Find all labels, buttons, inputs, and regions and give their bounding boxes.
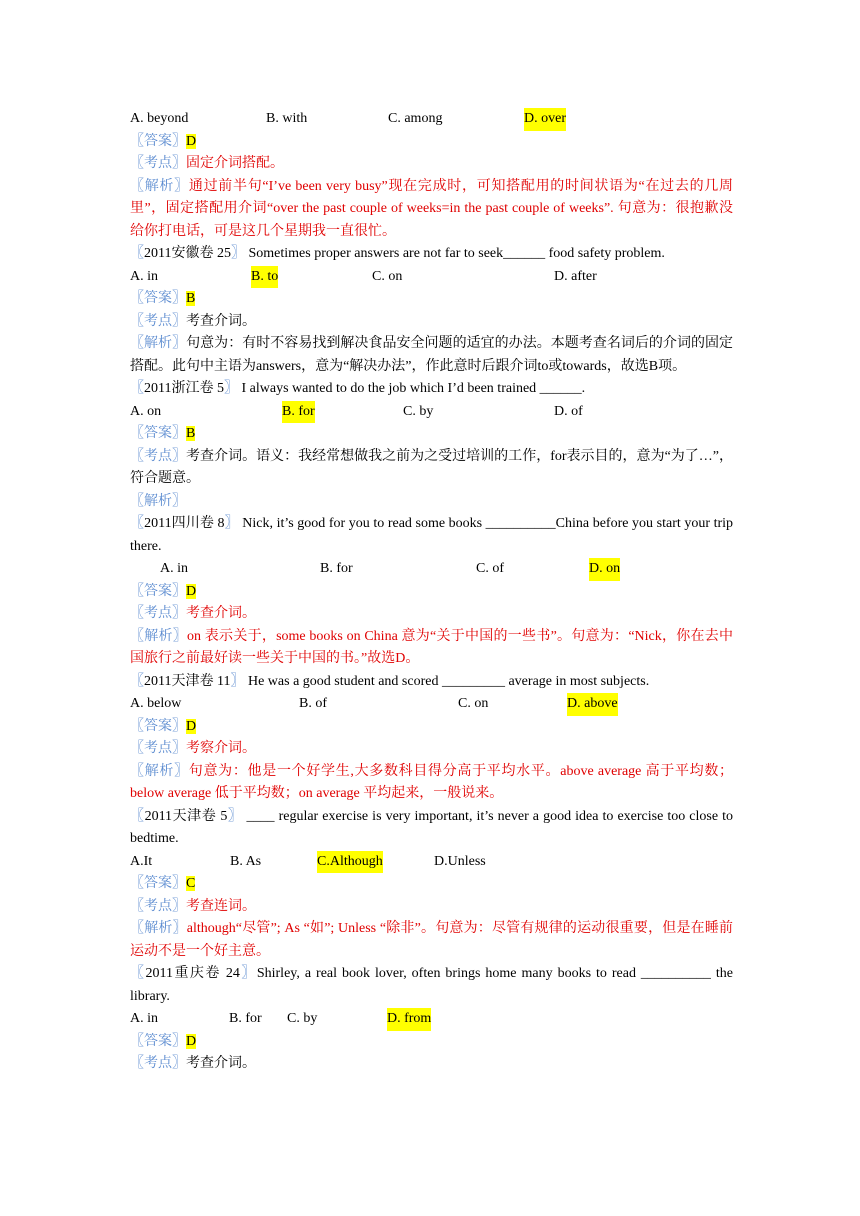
option-a: A. in xyxy=(160,561,188,576)
jiexi-label: 解析 xyxy=(144,336,173,351)
question-text: ____ regular exercise is very important, it’s never a good idea to exercise too close to bedtime. xyxy=(130,808,734,846)
answer-value: C xyxy=(186,876,196,891)
jiexi-line: 〖解析〗 xyxy=(130,493,186,509)
option-b: B. for xyxy=(320,561,353,576)
option-b: B. for xyxy=(229,1011,262,1026)
answer-value: D xyxy=(186,718,197,734)
option-d-correct: D. from xyxy=(387,1008,431,1031)
kaodian-label: 考点 xyxy=(144,741,172,756)
kaodian-text: 考查介词。 xyxy=(186,313,256,329)
answer-value: D xyxy=(186,1033,197,1049)
option-c: C. by xyxy=(287,1011,318,1026)
question-source: 2011重庆卷 24 xyxy=(145,966,240,981)
jiexi-line: 〖解析〗句意为：有时不容易找到解决食品安全问题的适宜的办法。本题考查名词后的介词的固定搭配。此句中主语为answers，意为“解决办法”，作此意时后跟介词to或towards，故选B项。 xyxy=(130,336,734,374)
kaodian-label: 考点 xyxy=(144,448,173,464)
answer-line: 〖答案〗B xyxy=(130,426,196,441)
answer-value: D xyxy=(186,583,197,599)
jiexi-line: 〖解析〗although“尽管”; As “如”; Unless “除非”。句意为：尽管有规律的运动很重要，但是在睡前运动不是一个好主意。 xyxy=(130,921,734,959)
jiexi-label: 解析 xyxy=(144,921,173,936)
option-c: C. of xyxy=(476,561,504,576)
answer-line: 〖答案〗B xyxy=(130,291,196,306)
jiexi-line: 〖解析〗句意为：他是一个好学生,大多数科目得分高于平均水平。above average 高于平均数；below average 低于平均数；on average 平均起来，一般说来。 xyxy=(130,763,734,801)
kaodian-text: 固定介词搭配。 xyxy=(186,156,284,171)
question-source: 2011浙江卷 5 xyxy=(144,381,224,396)
option-a: A. in xyxy=(130,1011,158,1026)
answer-line: 〖答案〗C xyxy=(130,876,196,891)
question-stem: 〖2011天津卷 11〗 He was a good student and scored _________ average in most subjects. xyxy=(130,673,650,689)
option-b: B. with xyxy=(266,111,308,126)
kaodian-line: 〖考点〗考查介词。语义：我经常想做我之前为之受过培训的工作，for表示目的，意为“为了…”，符合题意。 xyxy=(130,448,734,486)
option-a: A. on xyxy=(130,403,162,419)
question-text: Nick, it’s good for you to read some books __________China before you start your trip there. xyxy=(130,516,734,554)
options-row xyxy=(130,1008,733,1031)
option-d: D.Unless xyxy=(434,853,486,869)
answer-line: 〖答案〗D xyxy=(130,718,197,734)
question-source: 2011天津卷 5 xyxy=(144,808,228,824)
kaodian-text: 考查连词。 xyxy=(186,898,256,914)
jiexi-label: 解析 xyxy=(144,178,175,194)
answer-label: 答案 xyxy=(144,426,172,441)
kaodian-line: 〖考点〗考查连词。 xyxy=(130,898,256,914)
question-source: 2011天津卷 11 xyxy=(144,673,231,689)
kaodian-line: 〖考点〗考查介词。 xyxy=(130,313,256,329)
question-text: Shirley, a real book lover, often brings home many books to read __________ the library. xyxy=(130,966,734,1004)
question-text: I always wanted to do the job which I’d been trained ______. xyxy=(241,381,586,396)
option-c: C. among xyxy=(388,111,443,126)
jiexi-text: 通过前半句“I’ve been very busy”现在完成时，可知搭配用的时间状语为“在过去的几周里”，固定搭配用介词“over the past couple of weeks=in the past couple of weeks”. 句意为：很抱歉没给你打电话，可是这几个星期我一直很忙。 xyxy=(130,178,734,239)
question-text: He was a good student and scored _________ average in most subjects. xyxy=(247,673,650,689)
question-stem: 〖2011浙江卷 5〗 I always wanted to do the job which I’d been trained ______. xyxy=(130,381,586,396)
answer-label: 答案 xyxy=(144,718,172,734)
answer-line: 〖答案〗D xyxy=(130,1033,197,1049)
option-c-correct: C.Although xyxy=(317,851,383,874)
answer-line: 〖答案〗D xyxy=(130,583,197,599)
jiexi-text: although“尽管”; As “如”; Unless “除非”。句意为：尽管有规律的运动很重要，但是在睡前运动不是一个好主意。 xyxy=(130,921,734,959)
option-a: A. beyond xyxy=(130,111,189,126)
option-b-correct: B. for xyxy=(282,401,315,424)
kaodian-line: 〖考点〗考查介词。 xyxy=(130,606,256,621)
jiexi-label: 解析 xyxy=(144,493,172,509)
question-stem: 〖2011重庆卷 24〗Shirley, a real book lover, often brings home many books to read __________ the library. xyxy=(130,966,734,1004)
question-stem: 〖2011四川卷 8〗 Nick, it’s good for you to read some books __________China before you start your trip there. xyxy=(130,516,734,554)
answer-label: 答案 xyxy=(144,291,172,306)
options-row xyxy=(130,558,733,581)
kaodian-text: 考查介词。语义：我经常想做我之前为之受过培训的工作，for表示目的，意为“为了…”，符合题意。 xyxy=(130,448,734,486)
options-row xyxy=(130,108,733,131)
option-c: C. by xyxy=(403,403,434,419)
kaodian-line: 〖考点〗考察介词。 xyxy=(130,741,256,756)
option-d-correct: D. on xyxy=(589,558,620,581)
kaodian-label: 考点 xyxy=(144,898,172,914)
option-a: A. in xyxy=(130,268,158,284)
question-text: Sometimes proper answers are not far to seek______ food safety problem. xyxy=(248,246,665,261)
answer-label: 答案 xyxy=(144,876,172,891)
answer-value: D xyxy=(186,133,197,149)
kaodian-line: 〖考点〗固定介词搭配。 xyxy=(130,156,284,171)
option-c: C. on xyxy=(458,696,489,711)
question-source: 2011四川卷 8 xyxy=(144,516,225,531)
options-row xyxy=(130,693,733,716)
option-d: D. after xyxy=(554,268,597,284)
question-stem: 〖2011天津卷 5〗 ____ regular exercise is very important, it’s never a good idea to exercise too close to bedtime. xyxy=(130,808,734,846)
kaodian-text: 考察介词。 xyxy=(186,741,256,756)
question-source: 2011安徽卷 25 xyxy=(144,246,231,261)
jiexi-text: on 表示关于，some books on China 意为“关于中国的一些书”。句意为：“Nick，你在去中国旅行之前最好读一些关于中国的书。”故选D。 xyxy=(130,628,734,666)
kaodian-text: 考查介词。 xyxy=(186,1056,256,1071)
options-row xyxy=(130,266,733,289)
kaodian-text: 考查介词。 xyxy=(186,606,256,621)
jiexi-line: 〖解析〗通过前半句“I’ve been very busy”现在完成时，可知搭配用的时间状语为“在过去的几周里”，固定搭配用介词“over the past couple of weeks=in the past couple of weeks”. 句意为：很抱歉没给你打电话，可是这几个星期我一直很忙。 xyxy=(130,178,734,239)
option-d-correct: D. above xyxy=(567,693,618,716)
kaodian-line: 〖考点〗考查介词。 xyxy=(130,1056,256,1071)
option-d-correct: D. over xyxy=(524,108,566,131)
kaodian-label: 考点 xyxy=(144,313,172,329)
option-b-correct: B. to xyxy=(251,266,278,289)
kaodian-label: 考点 xyxy=(144,156,172,171)
kaodian-label: 考点 xyxy=(144,606,172,621)
option-a: A.It xyxy=(130,853,153,869)
kaodian-label: 考点 xyxy=(144,1056,172,1071)
answer-label: 答案 xyxy=(144,583,172,599)
answer-value: B xyxy=(186,426,196,441)
answer-label: 答案 xyxy=(144,133,172,149)
jiexi-line: 〖解析〗on 表示关于，some books on China 意为“关于中国的一些书”。句意为：“Nick，你在去中国旅行之前最好读一些关于中国的书。”故选D。 xyxy=(130,628,734,666)
jiexi-text: 句意为：有时不容易找到解决食品安全问题的适宜的办法。本题考查名词后的介词的固定搭配。此句中主语为answers，意为“解决办法”，作此意时后跟介词to或towards，故选B项。 xyxy=(130,336,734,374)
option-d: D. of xyxy=(554,403,583,419)
options-row xyxy=(130,851,733,874)
option-a: A. below xyxy=(130,696,182,711)
answer-line: 〖答案〗D xyxy=(130,133,197,149)
question-stem: 〖2011安徽卷 25〗 Sometimes proper answers are not far to seek______ food safety problem. xyxy=(130,246,665,261)
answer-label: 答案 xyxy=(144,1033,172,1049)
answer-value: B xyxy=(186,291,196,306)
jiexi-label: 解析 xyxy=(144,763,175,779)
option-b: B. of xyxy=(299,696,327,711)
jiexi-text: 句意为：他是一个好学生,大多数科目得分高于平均水平。above average 高于平均数；below average 低于平均数；on average 平均起来，一般说来。 xyxy=(130,763,734,801)
document-page xyxy=(130,108,733,1076)
options-row xyxy=(130,401,733,424)
option-c: C. on xyxy=(372,268,403,284)
option-b: B. As xyxy=(230,853,262,869)
jiexi-label: 解析 xyxy=(144,628,173,644)
